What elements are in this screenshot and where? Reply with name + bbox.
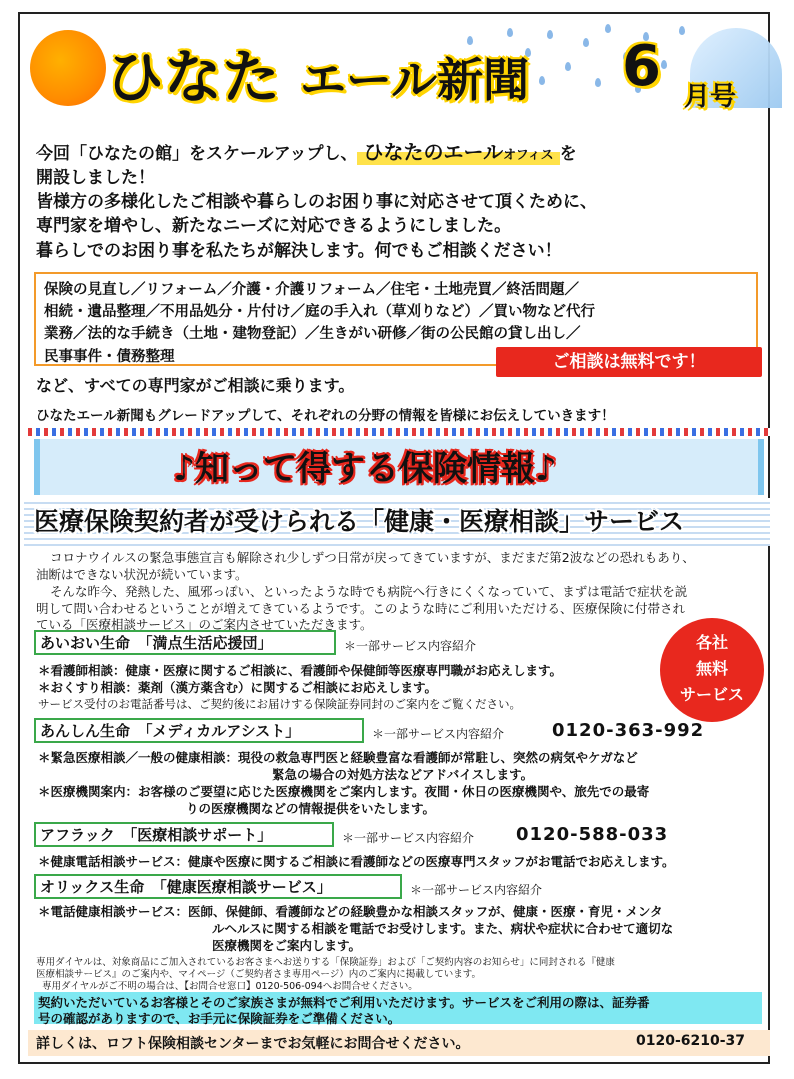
company-desc-anshin-3: ＊医療機関案内：お客様のご要望に応じた医療機関をご案内します。夜間・休日の医療機関や、旅先での最寄: [38, 784, 650, 799]
services-line-3: 業務／法的な手続き（土地・建物登記）／生きがい研修／街の公民館の貸し出し／: [44, 326, 581, 342]
services-line-1: 保険の見直し／リフォーム／介護・介護リフォーム／住宅・土地売買／終活問題／: [44, 282, 580, 298]
company-desc-aioi-1: ＊看護師相談：健康・医療に関するご相談に、看護師や保健師等医療専門職がお応えします。: [38, 663, 563, 678]
notice-line-1: 契約いただいているお客様とそのご家族さまが無料でご利用いただけます。サービスをご利用の際は、証券番: [38, 995, 650, 1010]
company-desc-orix-2: ルヘルスに関する相談を電話でお受けします。また、病状や症状に合わせて適切な: [212, 921, 674, 936]
footer-phone: 0120-6210-37: [636, 1033, 746, 1049]
intro-line-2: 開設しました！: [36, 168, 155, 188]
intro-line-1-post: を: [559, 144, 577, 164]
company-name-aflac: アフラック 「医療相談サポート」: [40, 826, 273, 844]
badge-line-1: 各社: [695, 633, 728, 652]
badge-line-3: サービス: [679, 685, 744, 704]
footer-text: 詳しくは、ロフト保険相談センターまでお気軽にお問合せください。: [36, 1036, 470, 1052]
issue-number: 6: [622, 34, 661, 99]
insurance-banner-title: ♪知って得する保険情報♪: [173, 449, 557, 489]
services-line-2: 相続・遺品整理／不用品処分・片付け／庭の手入れ（草刈りなど）／買い物など代行: [44, 304, 595, 320]
intro-line-4: 専門家を増やし、新たなニーズに対応できるようにしました。: [36, 216, 512, 236]
intro-line-1-pre: 今回「ひなたの館」をスケールアップし、: [36, 144, 358, 164]
masthead-name-part2: エール新聞: [300, 53, 530, 107]
free-consultation-badge: ご相談は無料です！: [496, 347, 762, 377]
company-name-aioi: あいおい生命 「満点生活応援団」: [40, 634, 273, 652]
company-desc-anshin-4: りの医療機関などの情報提供をいたします。: [186, 801, 436, 816]
services-after: など、すべての専門家がご相談に乗ります。: [36, 376, 355, 395]
masthead-name-part1: ひなた: [106, 43, 281, 111]
upgrade-note: ひなたエール新聞もグレードアップして、それぞれの分野の情報を皆様にお伝えしていきます！: [36, 408, 615, 424]
insurance-subtitle: 医療保険契約者が受けられる「健康・医療相談」サービス: [34, 507, 685, 536]
company-sub-aioi: サービス受付のお電話番号は、ご契約後にお届けする保険証券同封のご案内をご覧ください。: [38, 697, 521, 711]
company-desc-anshin-2: 緊急の場合の対処方法などアドバイスします。: [272, 767, 534, 782]
company-note-orix: ＊一部サービス内容紹介: [410, 883, 543, 897]
notice-line-2: 号の確認がありますので、お手元に保険証券をご準備ください。: [38, 1011, 401, 1026]
sun-icon: [30, 30, 106, 106]
office-suffix: オフィス: [503, 148, 554, 163]
body-line-1: コロナウイルスの緊急事態宣言も解除され少しずつ日常が戻ってきていますが、まだまだ第2波などの恐れもあり、: [50, 550, 695, 565]
fineprint-line-2: 医療相談サービス』のご案内や、マイページ（ご契約者さま専用ページ）内のご案内に掲載しています。: [36, 969, 481, 980]
issue-suffix: 月号: [684, 82, 737, 112]
company-desc-aioi-2: ＊おくすり相談：薬剤（漢方薬含む）に関するご相談にお応えします。: [38, 680, 438, 695]
company-name-orix: オリックス生命 「健康医療相談サービス」: [40, 878, 332, 896]
company-phone-anshin: 0120-363-992: [552, 720, 705, 741]
body-line-5: ている「医療相談サービス」のご案内させていただきます。: [36, 617, 373, 632]
company-desc-aflac-1: ＊健康電話相談サービス：健康や医療に関するご相談に看護師などの医療専門スタッフがお電話でお応えします。: [38, 854, 675, 869]
intro-line-1: [36, 136, 577, 165]
body-line-3: そんな昨今、発熱した、風邪っぽい、といったような時でも病院へ行きにくくなっていて、まずは電話で症状を説: [50, 584, 688, 599]
badge-line-2: 無料: [695, 659, 728, 678]
company-desc-orix-1: ＊電話健康相談サービス：医師、保健師、看護師などの経験豊かな相談スタッフが、健康・医療・育児・メンタ: [38, 904, 663, 919]
fineprint-line-3: 専用ダイヤルがご不明の場合は、【お問合せ窓口】0120-506-094へお問合せください。: [42, 981, 418, 992]
company-note-aioi: ＊一部サービス内容紹介: [344, 639, 477, 653]
office-highlight: [357, 136, 559, 165]
body-line-2: 油断はできない状況が続いています。: [36, 567, 248, 582]
body-line-4: 明して問い合わせるということが増えてきているようです。このような時にご利用いただける、医療保険に付帯され: [36, 601, 686, 616]
services-line-4: 民事事件・債務整理: [44, 349, 175, 365]
stripe-divider-top: [28, 428, 770, 436]
company-note-aflac: ＊一部サービス内容紹介: [342, 831, 475, 845]
company-note-anshin: ＊一部サービス内容紹介: [372, 727, 505, 741]
company-desc-orix-3: 医療機関をご案内します。: [212, 938, 362, 953]
company-desc-anshin-1: ＊緊急医療相談／一般の健康相談：現役の救急専門医と経験豊富な看護師が常駐し、突然の病気やケガなど: [38, 750, 638, 765]
intro-line-5: 暮らしでのお困り事を私たちが解決します。何でもご相談ください！: [36, 241, 562, 261]
company-phone-aflac: 0120-588-033: [516, 824, 669, 845]
office-name: ひなたのエール: [363, 140, 504, 164]
intro-line-3: 皆様方の多様化したご相談や暮らしのお困り事に対応させて頂くために、: [36, 192, 597, 212]
company-name-anshin: あんしん生命 「メディカルアシスト」: [40, 722, 301, 740]
fineprint-line-1: 専用ダイヤルは、対象商品にご加入されているお客さまへお送りする「保険証券」および「ご契約内容のお知らせ」に同封される『健康: [36, 957, 615, 968]
